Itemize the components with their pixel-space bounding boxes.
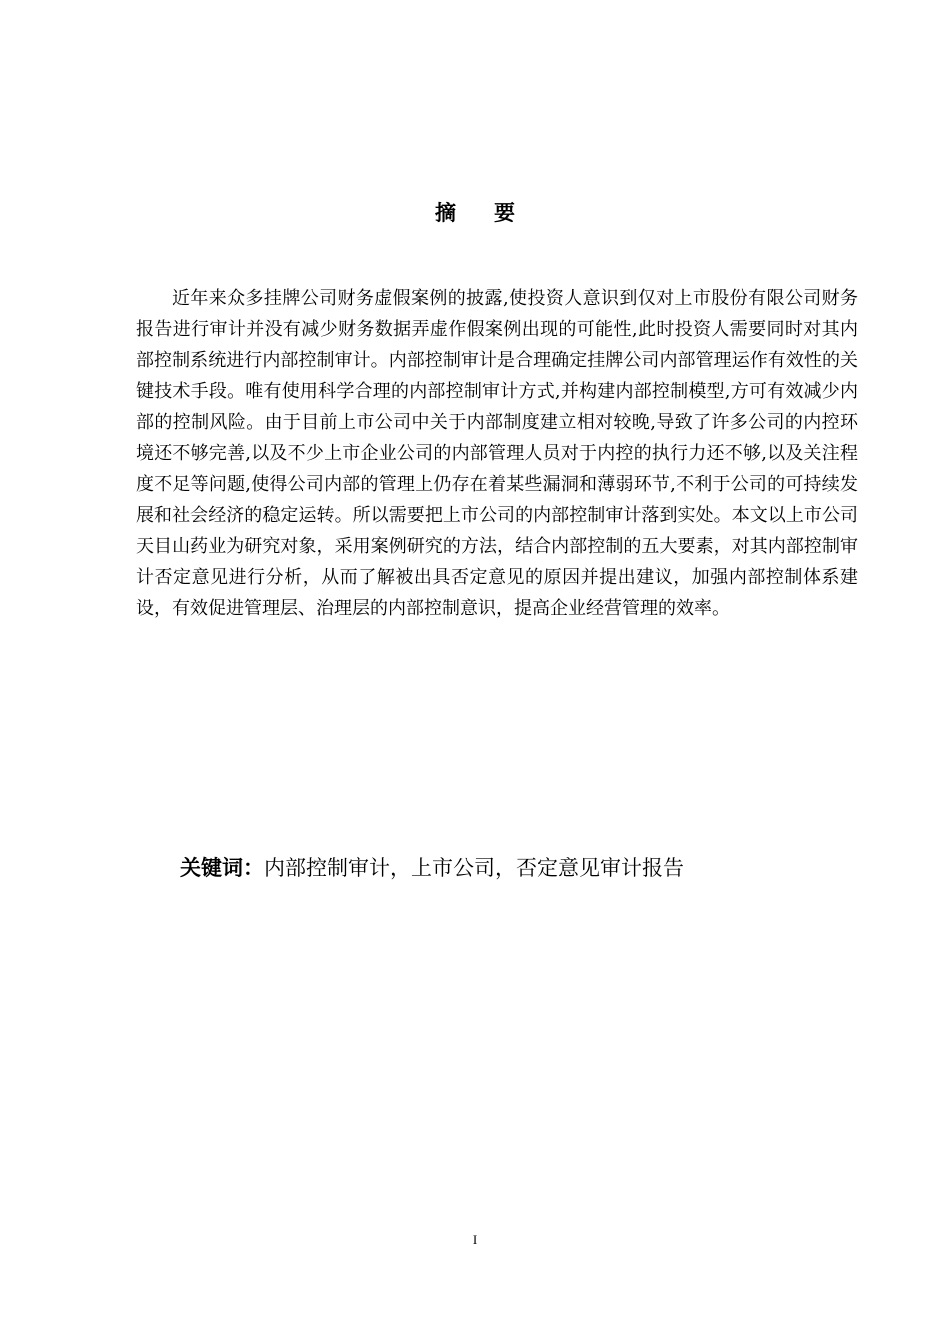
abstract-body: 近年来众多挂牌公司财务虚假案例的披露,使投资人意识到仅对上市股份有限公司财务报告进行审计并没有减少财务数据弄虚作假案例出现的可能性,此时投资人需要同时对其内部控制系统进行内部控制审计。内部控制审计是合理确定挂牌公司内部管理运作有效性的关键技术手段。唯有使用科学合理的内部控制审计方式,并构建内部控制模型,方可有效减少内部的控制风险。由于目前上市公司中关于内部制度建立相对较晚,导致了许多公司的内控环境还不够完善,以及不少上市企业公司的内部管理人员对于内控的执行力还不够,以及关注程度不足等问题,使得公司内部的管理上仍存在着某些漏洞和薄弱环节,不利于公司的可持续发展和社会经济的稳定运转。所以需要把上市公司的内部控制审计落到实处。本文以上市公司天目山药业为研究对象，采用案例研究的方法，结合内部控制的五大要素，对其内部控制审计否定意见进行分析，从而了解被出具否定意见的原因并提出建议，加强内部控制体系建设，有效促进管理层、治理层的内部控制意识，提高企业经营管理的效率。 [136, 288, 858, 619]
page-number: I [472, 1232, 478, 1247]
keywords-text: 内部控制审计，上市公司，否定意见审计报告 [264, 856, 684, 880]
keywords-label: 关键词： [180, 856, 264, 880]
abstract-title: 摘要 [435, 201, 553, 225]
keywords-line [180, 852, 684, 884]
